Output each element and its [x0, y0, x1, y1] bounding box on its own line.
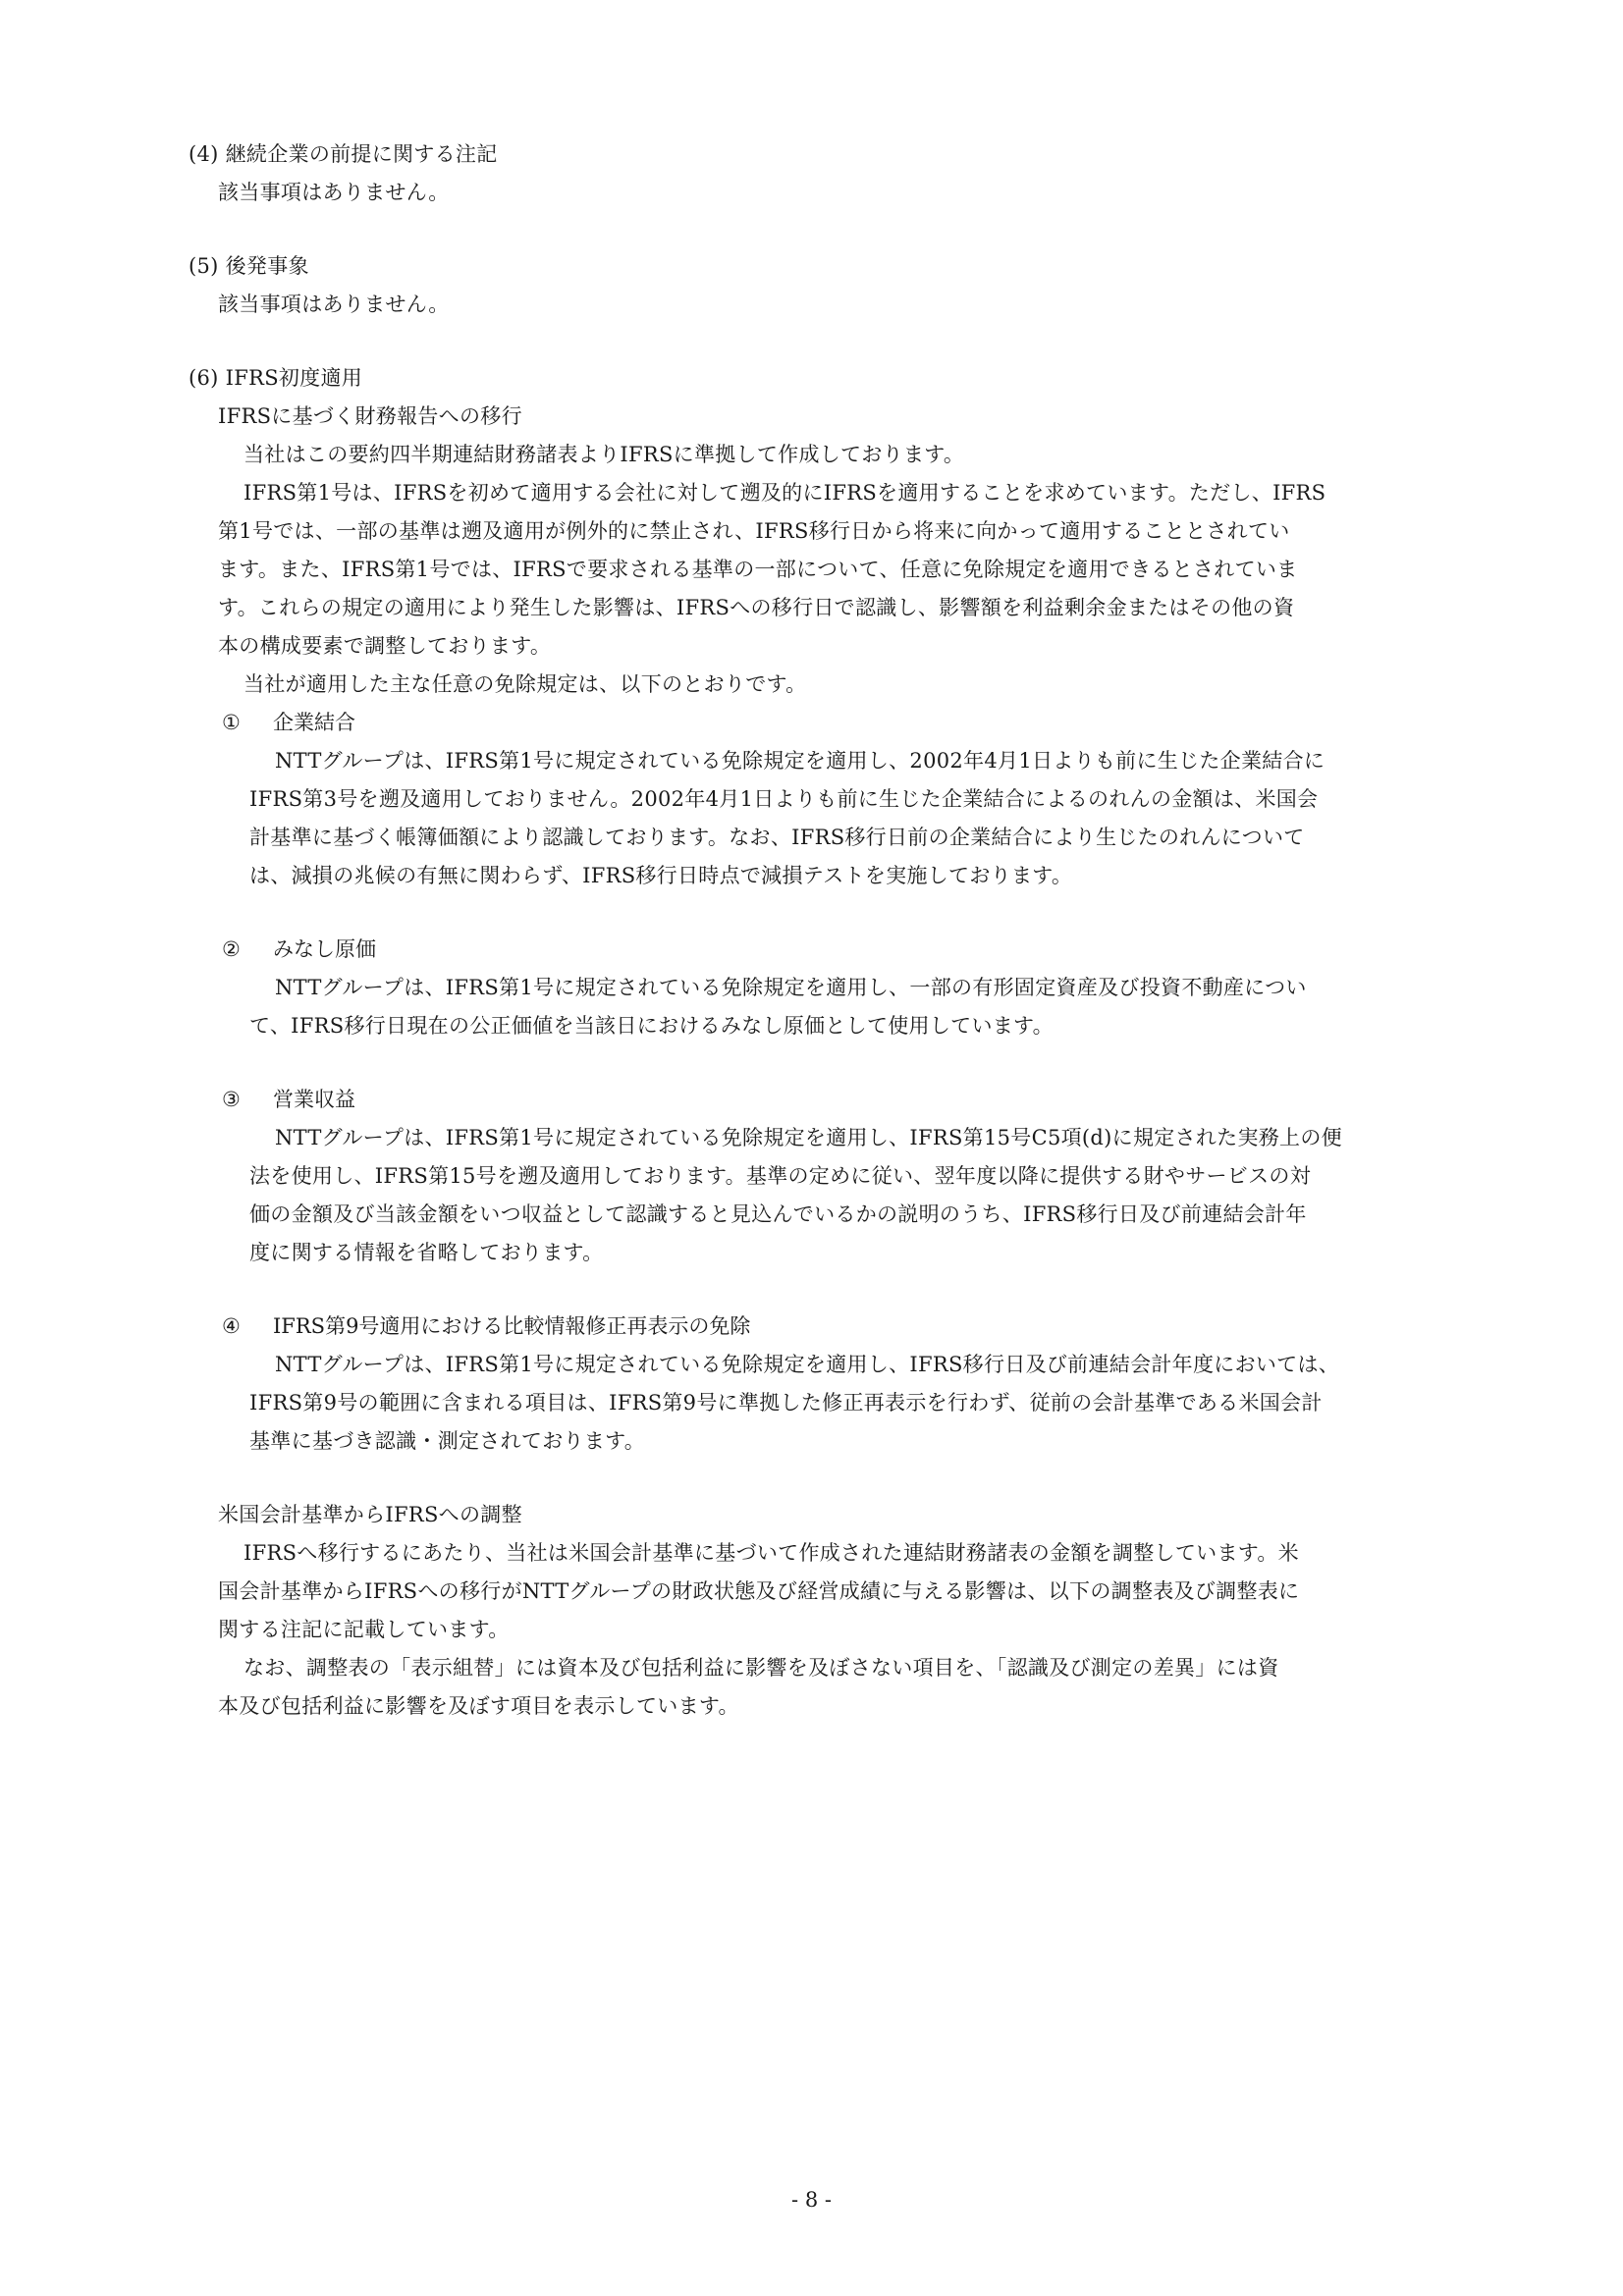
exemption-item-line: 基準に基づき認識・測定されております。	[249, 1429, 646, 1453]
item-title: 営業収益	[273, 1088, 355, 1111]
reconciliation-line: 本及び包括利益に影響を及ぼす項目を表示しています。	[218, 1694, 739, 1718]
section-6-heading: (6) IFRS初度適用	[189, 366, 363, 390]
exemption-item-line: IFRS第3号を遡及適用しておりません。2002年4月1日よりも前に生じた企業結合によるのれんの金額は、米国会	[249, 787, 1319, 811]
page-number: - 8 -	[791, 2188, 832, 2212]
exemption-item-line: NTTグループは、IFRS第1号に規定されている免除規定を適用し、一部の有形固定資産及び投資不動産につい	[275, 976, 1307, 999]
ifrs-transition-heading: IFRSに基づく財務報告への移行	[218, 404, 522, 428]
ifrs-transition-p1: 当社はこの要約四半期連結財務諸表よりIFRSに準拠して作成しております。	[243, 443, 965, 466]
section-4-body: 該当事項はありません。	[218, 181, 450, 204]
ifrs-transition-p2-line: す。これらの規定の適用により発生した影響は、IFRSへの移行日で認識し、影響額を利益剰余金またはその他の資	[218, 596, 1295, 619]
item-number: ①	[222, 711, 241, 734]
item-number: ③	[222, 1088, 241, 1111]
exemption-item-line: 度に関する情報を省略しております。	[249, 1241, 604, 1264]
exemption-item-line: NTTグループは、IFRS第1号に規定されている免除規定を適用し、2002年4月1日よりも前に生じた企業結合に	[275, 749, 1325, 773]
item-title: IFRS第9号適用における比較情報修正再表示の免除	[273, 1314, 751, 1338]
reconciliation-line: IFRSへ移行するにあたり、当社は米国会計基準に基づいて作成された連結財務諸表の金額を調整しています。米	[243, 1541, 1299, 1565]
exemption-item-line: は、減損の兆候の有無に関わらず、IFRS移行日時点で減損テストを実施しております。	[249, 864, 1073, 887]
exemption-item-line: IFRS第9号の範囲に含まれる項目は、IFRS第9号に準拠した修正再表示を行わず、従前の会計基準である米国会計	[249, 1391, 1323, 1415]
exemption-item-heading	[222, 1087, 355, 1112]
item-number: ④	[222, 1314, 241, 1338]
exemption-item-line: NTTグループは、IFRS第1号に規定されている免除規定を適用し、IFRS移行日及び前連結会計年度においては、	[275, 1353, 1340, 1376]
item-number: ②	[222, 937, 241, 961]
exemption-item-line: 法を使用し、IFRS第15号を遡及適用しております。基準の定めに従い、翌年度以降に提供する財やサービスの対	[249, 1164, 1312, 1188]
exemption-item-line: 価の金額及び当該金額をいつ収益として認識すると見込んでいるかの説明のうち、IFRS移行日及び前連結会計年	[249, 1202, 1307, 1226]
exemption-item-line: 計基準に基づく帳簿価額により認識しております。なお、IFRS移行日前の企業結合により生じたのれんについて	[249, 826, 1305, 849]
exemption-item-heading	[222, 710, 355, 735]
exemption-item-line: て、IFRS移行日現在の公正価値を当該日におけるみなし原価として使用しています。	[249, 1014, 1054, 1038]
ifrs-transition-p2-line: ます。また、IFRS第1号では、IFRSで要求される基準の一部について、任意に免除規定を適用できるとされていま	[218, 558, 1298, 581]
section-5-body: 該当事項はありません。	[218, 293, 450, 316]
ifrs-transition-p2-line: 第1号では、一部の基準は遡及適用が例外的に禁止され、IFRS移行日から将来に向かって適用することとされてい	[218, 519, 1290, 543]
ifrs-transition-p2-line: IFRS第1号は、IFRSを初めて適用する会社に対して遡及的にIFRSを適用することを求めています。ただし、IFRS	[243, 481, 1326, 505]
item-title: 企業結合	[273, 711, 355, 734]
exemption-item-line: NTTグループは、IFRS第1号に規定されている免除規定を適用し、IFRS第15号C5項(d)に規定された実務上の便	[275, 1126, 1342, 1149]
item-title: みなし原価	[273, 937, 376, 961]
reconciliation-line: 国会計基準からIFRSへの移行がNTTグループの財政状態及び経営成績に与える影響は、以下の調整表及び調整表に	[218, 1579, 1300, 1603]
section-5-heading: (5) 後発事象	[189, 254, 309, 278]
reconciliation-heading: 米国会計基準からIFRSへの調整	[218, 1503, 522, 1526]
section-4-heading: (4) 継続企業の前提に関する注記	[189, 142, 498, 166]
exemption-item-heading	[222, 936, 376, 962]
reconciliation-line: 関する注記に記載しています。	[218, 1618, 510, 1641]
ifrs-transition-p3: 当社が適用した主な任意の免除規定は、以下のとおりです。	[243, 672, 807, 696]
exemption-item-heading	[222, 1313, 750, 1339]
reconciliation-line: なお、調整表の「表示組替」には資本及び包括利益に影響を及ぼさない項目を、「認識及び測定の差異」には資	[243, 1656, 1279, 1680]
ifrs-transition-p2-line: 本の構成要素で調整しております。	[218, 634, 552, 658]
